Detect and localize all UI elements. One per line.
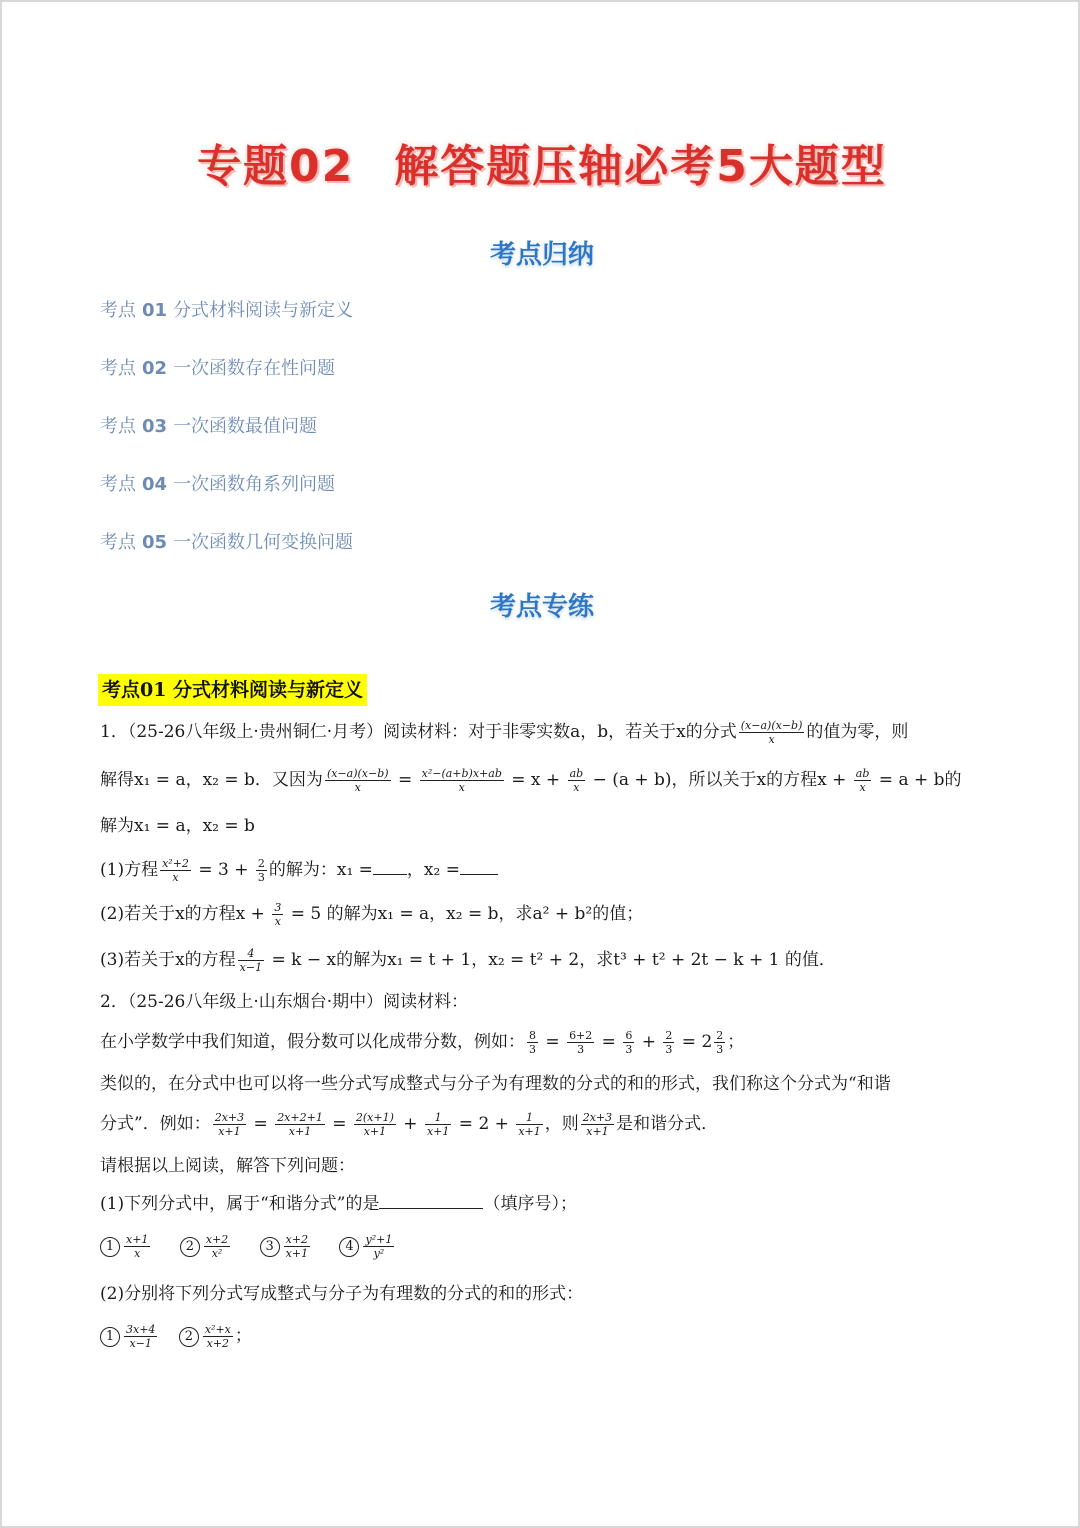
toc-item[interactable]: 考点 03 一次函数最值问题 bbox=[100, 416, 318, 437]
page-title bbox=[2, 130, 1080, 194]
option-item[interactable]: 2 $\frac{x+2}{\text{x²}}$ bbox=[180, 1236, 232, 1256]
option-item[interactable]: 4 $\frac{\text{y²+1}}{\text{y²}}$ bbox=[339, 1236, 396, 1256]
option-item: 2 $\frac{\text{x²+x}}{x+2}$ ； bbox=[179, 1326, 252, 1346]
q2-line1: 2．（25-26八年级上·山东烟台·期中）阅读材料： bbox=[100, 992, 469, 1012]
q1-line2: 解得x₁ = a，x₂ = b．又因为 $\frac{(x-a)(x-b)}{x}$ = $\frac{\text{x²−(a+b)x+ab}}{x}$ = x + $\frac{ab}{x}$ − (a + b)，所以关于x的方程x + $\frac{ab}{x}$ = a + b的 bbox=[100, 767, 962, 794]
option-item[interactable]: 1 $\frac{x+1}{x}$ bbox=[100, 1236, 152, 1256]
q1-part2: (2)若关于x的方程x + $\frac{3}{x}$ = 5 的解为x₁ = a，x₂ = b，求a² + b²的值； bbox=[100, 901, 644, 928]
q1-line3: 解为x₁ = a，x₂ = b bbox=[100, 816, 255, 836]
q2-line4: 分式”．例如： $\frac{2x+3}{x+1}$ = $\frac{2x+2+1}{x+1}$ = $\frac{2(x+1)}{x+1}$ + $\frac{1}{x+1}$ = 2 + $\frac{1}{x+1}$ ，则 $\frac{2x+3}{x+1}$ 是和谐分式． bbox=[100, 1111, 719, 1138]
toc-item[interactable]: 考点 02 一次函数存在性问题 bbox=[100, 358, 336, 379]
summary-heading: 考点归纳 bbox=[489, 240, 594, 270]
answer-blank[interactable] bbox=[373, 873, 407, 875]
q1-line1: 1．（25-26八年级上·贵州铜仁·月考）阅读材料：对于非零实数a，b，若关于x的分式 $\frac{(x-a)(x-b)}{x}$ 的值为零，则 bbox=[100, 719, 909, 746]
answer-blank[interactable] bbox=[460, 873, 498, 875]
option-item[interactable]: 3 $\frac{x+2}{x+1}$ bbox=[260, 1236, 312, 1256]
section-label: 考点01 分式材料阅读与新定义 bbox=[98, 674, 367, 706]
toc-item[interactable]: 考点 05 一次函数几何变换问题 bbox=[100, 532, 354, 553]
q2-part1: (1)下列分式中，属于“和谐分式”的是 （填序号）； bbox=[100, 1194, 577, 1214]
title-topic-name: 解答题压轴必考5大题型 bbox=[394, 141, 887, 192]
title-topic-number: 专题02 bbox=[197, 141, 355, 192]
option-item: 1 $\frac{3x+4}{x-1}$ bbox=[100, 1326, 159, 1346]
practice-heading: 考点专练 bbox=[489, 592, 594, 622]
q1-part1: (1)方程 $\frac{\text{x²+2}}{x}$ = 3 + $\frac{2}{3}$ 的解为：x₁ = ，x₂ = bbox=[100, 856, 990, 884]
q2-options bbox=[100, 1232, 990, 1260]
q2-line2: 在小学数学中我们知道，假分数可以化成带分数，例如： $\frac{8}{3}$ = $\frac{6+2}{3}$ = $\frac{6}{3}$ + $\frac{2}{3}$ = 2 $\frac{2}{3}$ ； bbox=[100, 1029, 745, 1056]
q2-part2-options bbox=[100, 1322, 990, 1350]
answer-blank[interactable] bbox=[379, 1207, 483, 1209]
q2-line5: 请根据以上阅读，解答下列问题： bbox=[100, 1156, 355, 1176]
toc-item[interactable]: 考点 04 一次函数角系列问题 bbox=[100, 474, 336, 495]
toc-item[interactable]: 考点 01 分式材料阅读与新定义 bbox=[100, 300, 354, 321]
fraction: $\frac{(x-a)(x-b)}{x}$ bbox=[740, 719, 803, 746]
q2-line3: 类似的，在分式中也可以将一些分式写成整式与分子为有理数的分式的和的形式，我们称这个分式为“和谐 bbox=[100, 1074, 891, 1094]
q1-part3: (3)若关于x的方程 $\frac{4}{x-1}$ = k − x的解为x₁ = t + 1，x₂ = t² + 2，求t³ + t² + 2t − k + 1 的值． bbox=[100, 947, 836, 974]
q2-part2: (2)分别将下列分式写成整式与分子为有理数的分式的和的形式： bbox=[100, 1284, 584, 1304]
